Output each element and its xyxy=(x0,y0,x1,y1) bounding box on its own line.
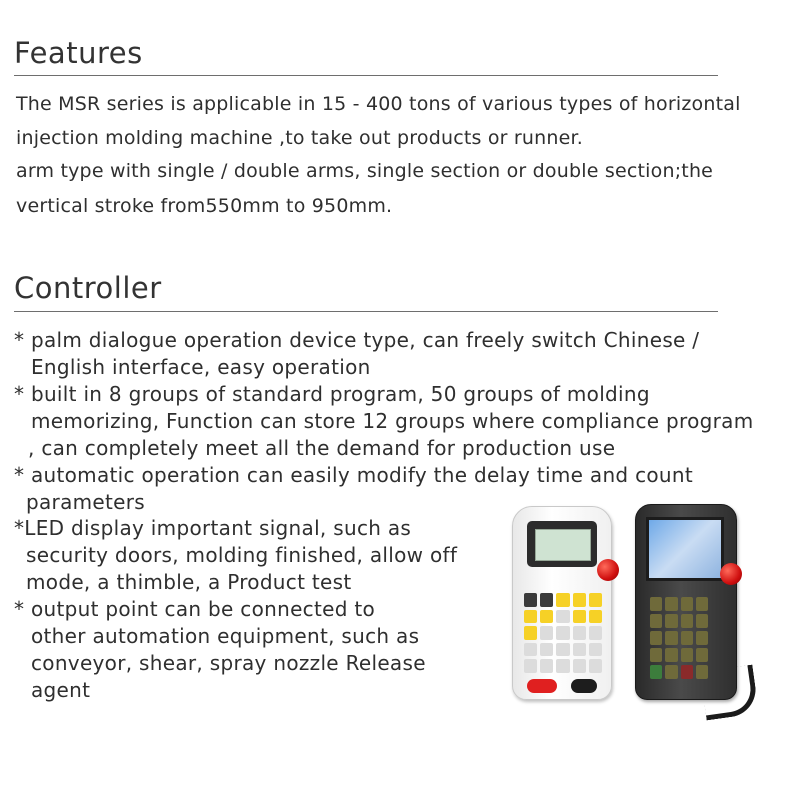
pendant-cable xyxy=(700,665,759,721)
features-heading: Features xyxy=(14,36,143,70)
features-line-3: arm type with single / double arms, single section or double section;the xyxy=(16,160,714,182)
controller-heading: Controller xyxy=(14,271,162,305)
emergency-stop-button xyxy=(720,563,742,585)
emergency-stop-button xyxy=(597,559,619,581)
color-touch-screen xyxy=(646,517,724,581)
controller-line-3: * built in 8 groups of standard program, 50 groups of molding xyxy=(14,382,650,406)
controller-line-5: , can completely meet all the demand for production use xyxy=(28,436,616,460)
features-line-2: injection molding machine ,to take out products or runner. xyxy=(16,127,584,149)
features-line-4: vertical stroke from550mm to 950mm. xyxy=(16,195,393,217)
controller-line-1: * palm dialogue operation device type, can freely switch Chinese / xyxy=(14,328,700,352)
features-divider xyxy=(14,75,718,76)
controller-line-11: * output point can be connected to xyxy=(14,597,376,621)
lcd-screen xyxy=(527,521,597,567)
keypad xyxy=(524,593,602,673)
controller-line-10: mode, a thimble, a Product test xyxy=(26,570,352,594)
white-teach-pendant xyxy=(512,506,612,700)
controller-line-14: agent xyxy=(31,678,91,702)
controller-pendants-photo xyxy=(505,500,760,720)
controller-line-13: conveyor, shear, spray nozzle Release xyxy=(31,651,426,675)
controller-divider xyxy=(14,311,718,312)
controller-line-2: English interface, easy operation xyxy=(31,355,371,379)
logo-button xyxy=(571,679,597,693)
controller-line-9: security doors, molding finished, allow off xyxy=(26,543,458,567)
controller-line-4: memorizing, Function can store 12 groups where compliance program xyxy=(31,409,754,433)
features-line-1: The MSR series is applicable in 15 - 400 tons of various types of horizontal xyxy=(16,93,741,115)
controller-line-6: * automatic operation can easily modify the delay time and count xyxy=(14,463,694,487)
red-button xyxy=(527,679,557,693)
controller-line-12: other automation equipment, such as xyxy=(31,624,420,648)
keypad xyxy=(650,597,708,679)
controller-line-8: *LED display important signal, such as xyxy=(14,516,412,540)
controller-line-7: parameters xyxy=(26,490,146,514)
